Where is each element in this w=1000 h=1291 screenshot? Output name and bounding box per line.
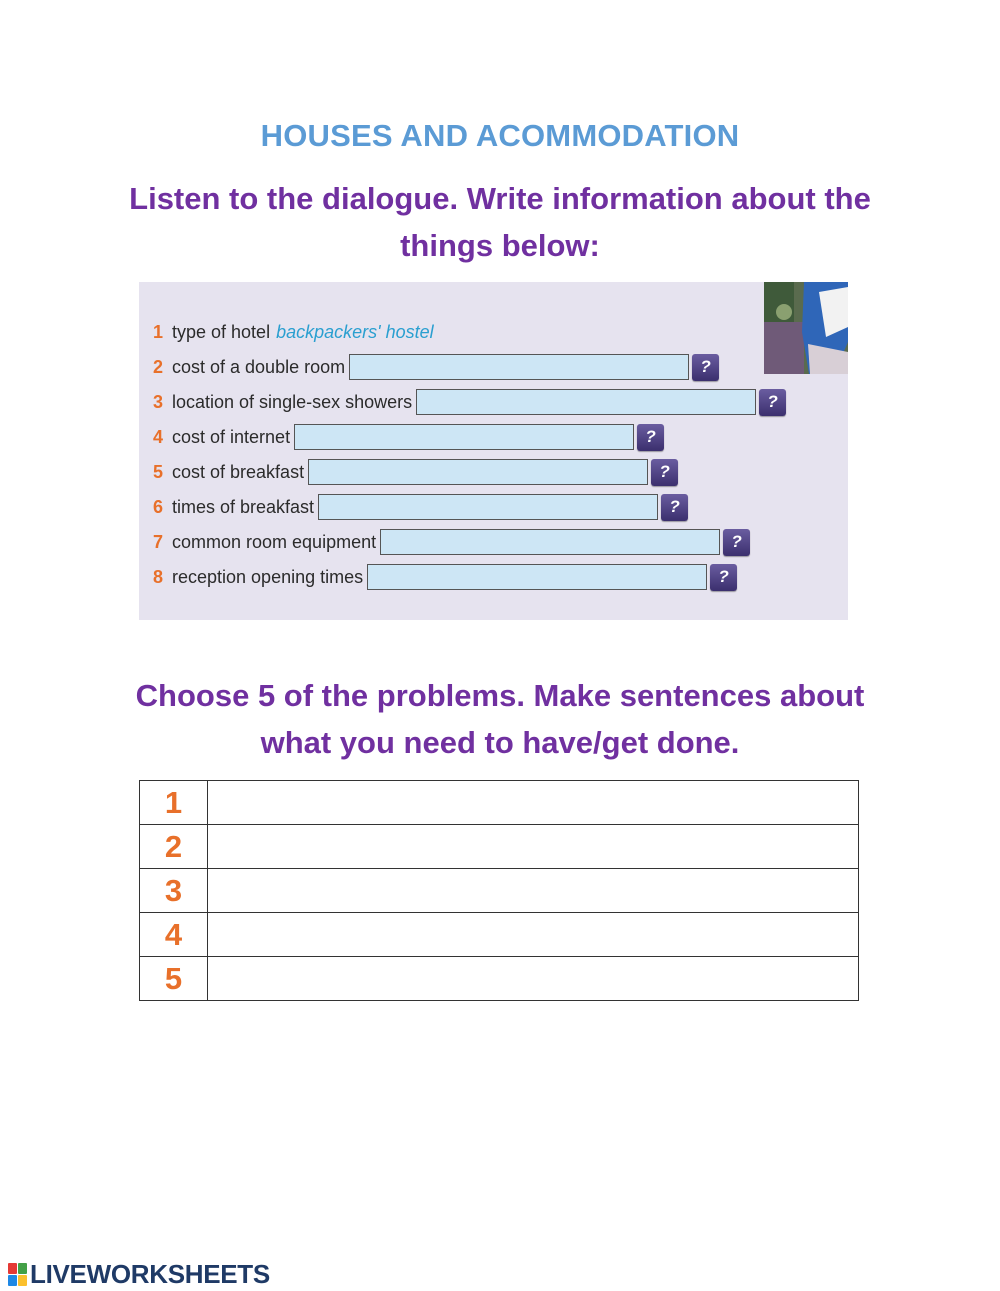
answer-input-3[interactable] [416, 389, 756, 415]
question-label: cost of internet [172, 426, 291, 447]
table-row [140, 913, 859, 957]
help-button[interactable]: ? [759, 389, 786, 416]
instruction-listen: Listen to the dialogue. Write information about the things below: [129, 181, 871, 263]
question-row-8 [153, 562, 737, 592]
answer-input-5[interactable] [308, 459, 648, 485]
sentence-input-2[interactable] [208, 825, 859, 869]
answer-input-6[interactable] [318, 494, 658, 520]
row-number: 4 [140, 913, 208, 957]
question-row-2 [153, 352, 719, 382]
help-button[interactable]: ? [710, 564, 737, 591]
question-number: 8 [153, 566, 164, 587]
help-button[interactable]: ? [637, 424, 664, 451]
help-button[interactable]: ? [692, 354, 719, 381]
question-row-3 [153, 387, 786, 417]
question-label: common room equipment [172, 531, 377, 552]
answer-input-4[interactable] [294, 424, 634, 450]
question-number: 4 [153, 426, 164, 447]
question-row-7 [153, 527, 750, 557]
answer-input-2[interactable] [349, 354, 689, 380]
row-number: 3 [140, 869, 208, 913]
question-number: 3 [153, 391, 164, 412]
liveworksheets-logo-icon [8, 1263, 27, 1286]
question-number: 1 [153, 321, 164, 342]
question-label: location of single-sex showers [172, 391, 413, 412]
sentence-input-5[interactable] [208, 957, 859, 1001]
question-row-1 [153, 317, 434, 347]
backpacker-photo [764, 282, 848, 374]
row-number: 5 [140, 957, 208, 1001]
question-row-5 [153, 457, 678, 487]
instruction-choose: Choose 5 of the problems. Make sentences about what you need to have/get done. [135, 678, 865, 760]
row-number: 1 [140, 781, 208, 825]
page-title: HOUSES AND ACOMMODATION [260, 118, 740, 153]
help-button[interactable]: ? [651, 459, 678, 486]
help-button[interactable]: ? [723, 529, 750, 556]
question-row-6 [153, 492, 688, 522]
sentence-input-1[interactable] [208, 781, 859, 825]
question-number: 2 [153, 356, 164, 377]
sentences-table [139, 780, 859, 1001]
table-row [140, 957, 859, 1001]
question-label: cost of breakfast [172, 461, 305, 482]
table-row [140, 869, 859, 913]
table-row [140, 825, 859, 869]
question-number: 7 [153, 531, 164, 552]
sentence-input-3[interactable] [208, 869, 859, 913]
help-button[interactable]: ? [661, 494, 688, 521]
sentence-input-4[interactable] [208, 913, 859, 957]
footer-logo [8, 1259, 270, 1289]
question-label: times of breakfast [172, 496, 315, 517]
brand-name: LIVEWORKSHEETS [30, 1258, 270, 1289]
question-row-4 [153, 422, 664, 452]
example-answer: backpackers' hostel [276, 321, 434, 342]
question-number: 5 [153, 461, 164, 482]
question-label: type of hotel [172, 321, 271, 342]
question-number: 6 [153, 496, 164, 517]
question-label: reception opening times [172, 566, 364, 587]
answer-input-8[interactable] [367, 564, 707, 590]
table-row [140, 781, 859, 825]
question-label: cost of a double room [172, 356, 346, 377]
row-number: 2 [140, 825, 208, 869]
answer-input-7[interactable] [380, 529, 720, 555]
